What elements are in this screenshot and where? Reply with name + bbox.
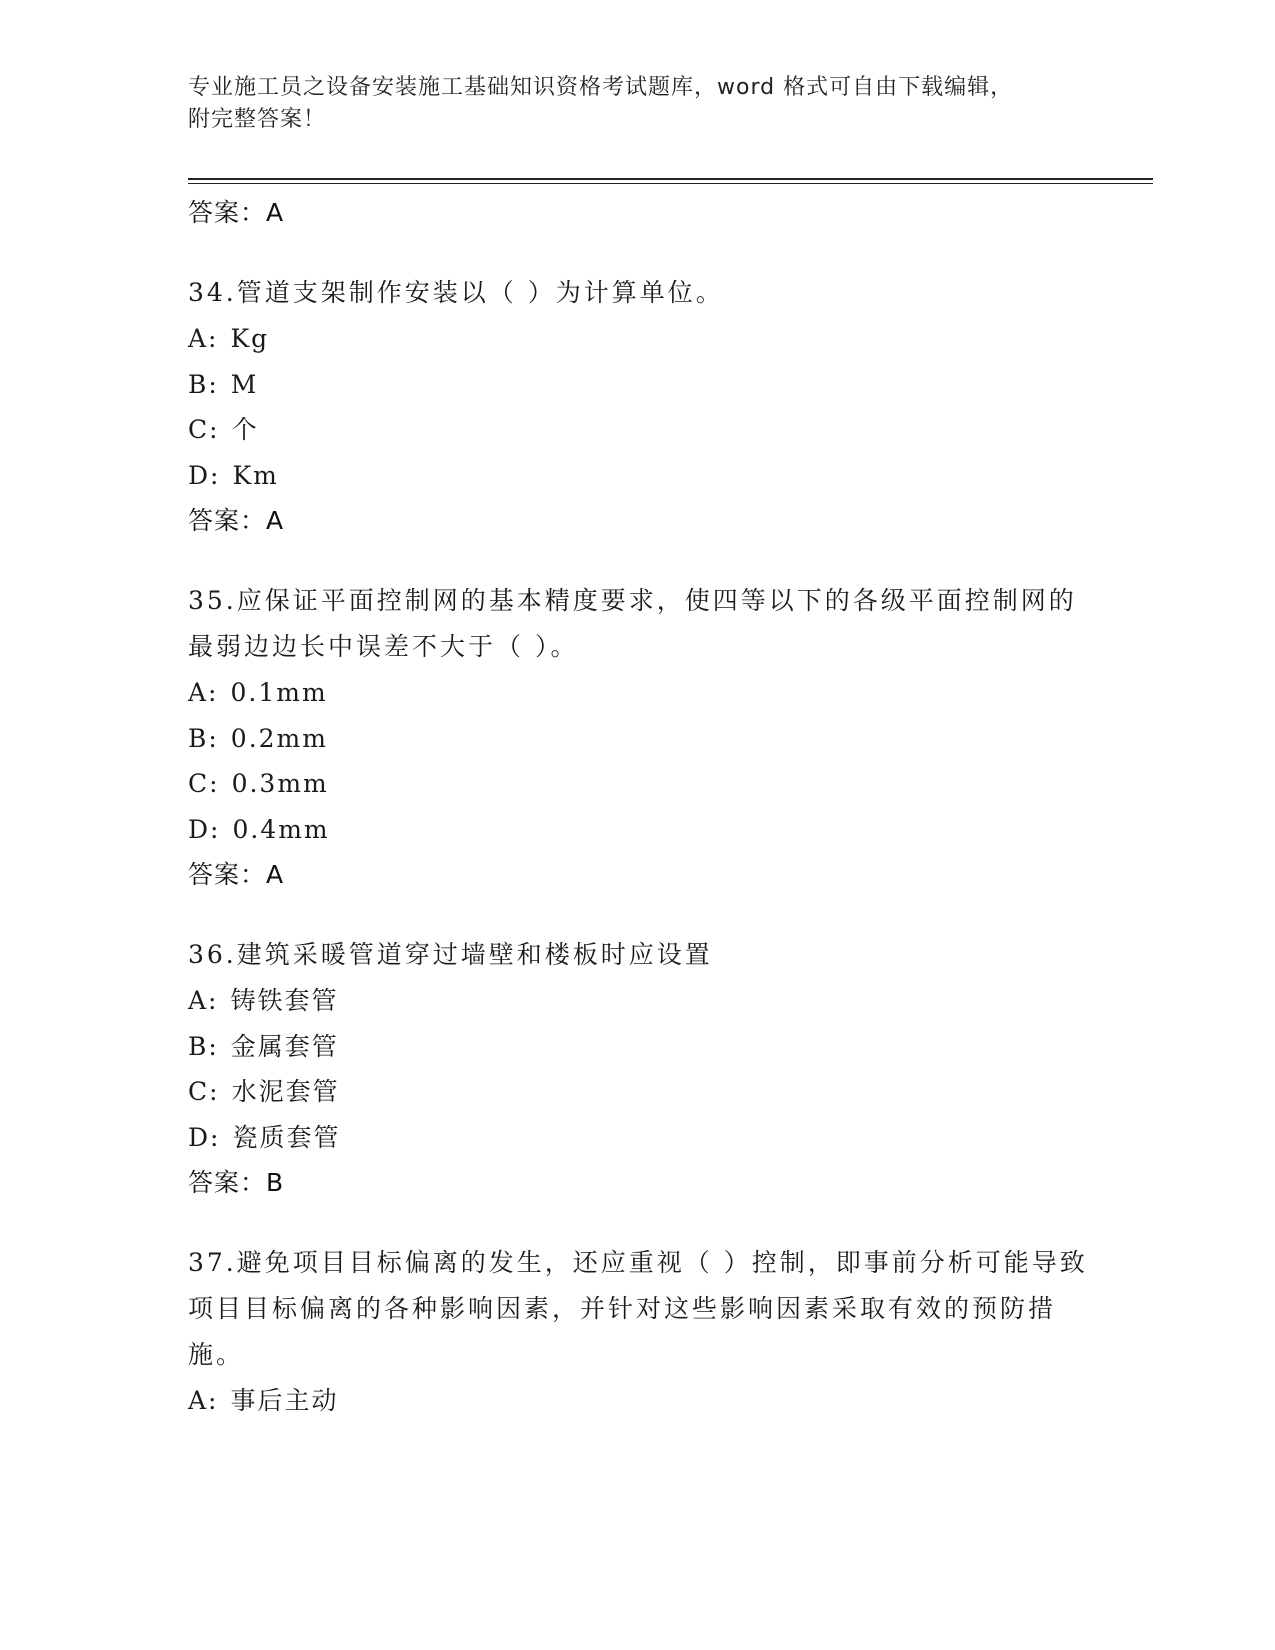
option-key: D:	[188, 1122, 221, 1152]
option-value: Km	[232, 460, 279, 490]
option-a	[188, 670, 1088, 716]
option-value: 0.4mm	[232, 814, 330, 844]
option-c	[188, 1069, 1088, 1115]
option-d	[188, 807, 1088, 853]
option-value: Kg	[230, 324, 270, 353]
option-a	[188, 316, 1088, 362]
option-value: 0.1mm	[230, 678, 328, 707]
option-a	[188, 978, 1088, 1024]
option-value: 事后主动	[230, 1386, 339, 1415]
question-text: 34.管道支架制作安装以（ ）为计算单位。	[188, 278, 724, 307]
question-36	[188, 932, 1088, 1206]
option-value: 金属套管	[230, 1031, 339, 1061]
question-text: 36.建筑采暖管道穿过墙壁和楼板时应设置	[188, 940, 713, 969]
option-key: B:	[188, 1031, 219, 1061]
answer-line: 答案：A	[188, 506, 285, 535]
header-line-1: 专业施工员之设备安装施工基础知识资格考试题库，word 格式可自由下载编辑，	[188, 75, 1014, 100]
option-key: A:	[188, 1386, 219, 1415]
option-value: 个	[231, 415, 259, 444]
question-list	[188, 190, 1088, 1424]
question-37	[188, 1240, 1088, 1424]
document-header	[188, 72, 1088, 136]
option-c	[188, 761, 1088, 807]
option-key: A:	[188, 678, 219, 707]
option-value: 0.3mm	[231, 769, 329, 798]
answer-line: 答案：A	[188, 860, 285, 889]
option-d	[188, 1115, 1088, 1161]
header-rule-thick	[188, 178, 1153, 180]
option-key: B:	[188, 369, 219, 399]
question-text: 37.避免项目目标偏离的发生，还应重视（ ）控制，即事前分析可能导致项目目标偏离的各种影响因素，并针对这些影响因素采取有效的预防措施。	[188, 1248, 1088, 1369]
header-rule-thin	[188, 183, 1153, 184]
question-35	[188, 578, 1088, 898]
option-value: 0.2mm	[230, 723, 328, 753]
option-key: D:	[188, 814, 221, 844]
option-key: C:	[188, 415, 220, 444]
option-key: D:	[188, 460, 221, 490]
option-b	[188, 1024, 1088, 1070]
question-34	[188, 270, 1088, 544]
option-key: C:	[188, 1077, 220, 1106]
option-b	[188, 362, 1088, 408]
header-line-2: 附完整答案！	[188, 107, 327, 132]
option-value: 铸铁套管	[230, 986, 339, 1015]
option-key: C:	[188, 769, 220, 798]
question-text: 35.应保证平面控制网的基本精度要求，使四等以下的各级平面控制网的最弱边边长中误差不大于（ ）。	[188, 586, 1077, 661]
option-value: 水泥套管	[231, 1077, 340, 1106]
option-b	[188, 716, 1088, 762]
option-key: A:	[188, 324, 219, 353]
option-d	[188, 453, 1088, 499]
answer-line: 答案：B	[188, 1168, 285, 1197]
option-value: M	[230, 369, 259, 399]
option-key: A:	[188, 986, 219, 1015]
option-c	[188, 407, 1088, 453]
option-key: B:	[188, 723, 219, 753]
option-a	[188, 1378, 1088, 1424]
option-value: 瓷质套管	[232, 1122, 341, 1152]
answer-line: 答案：A	[188, 198, 285, 227]
